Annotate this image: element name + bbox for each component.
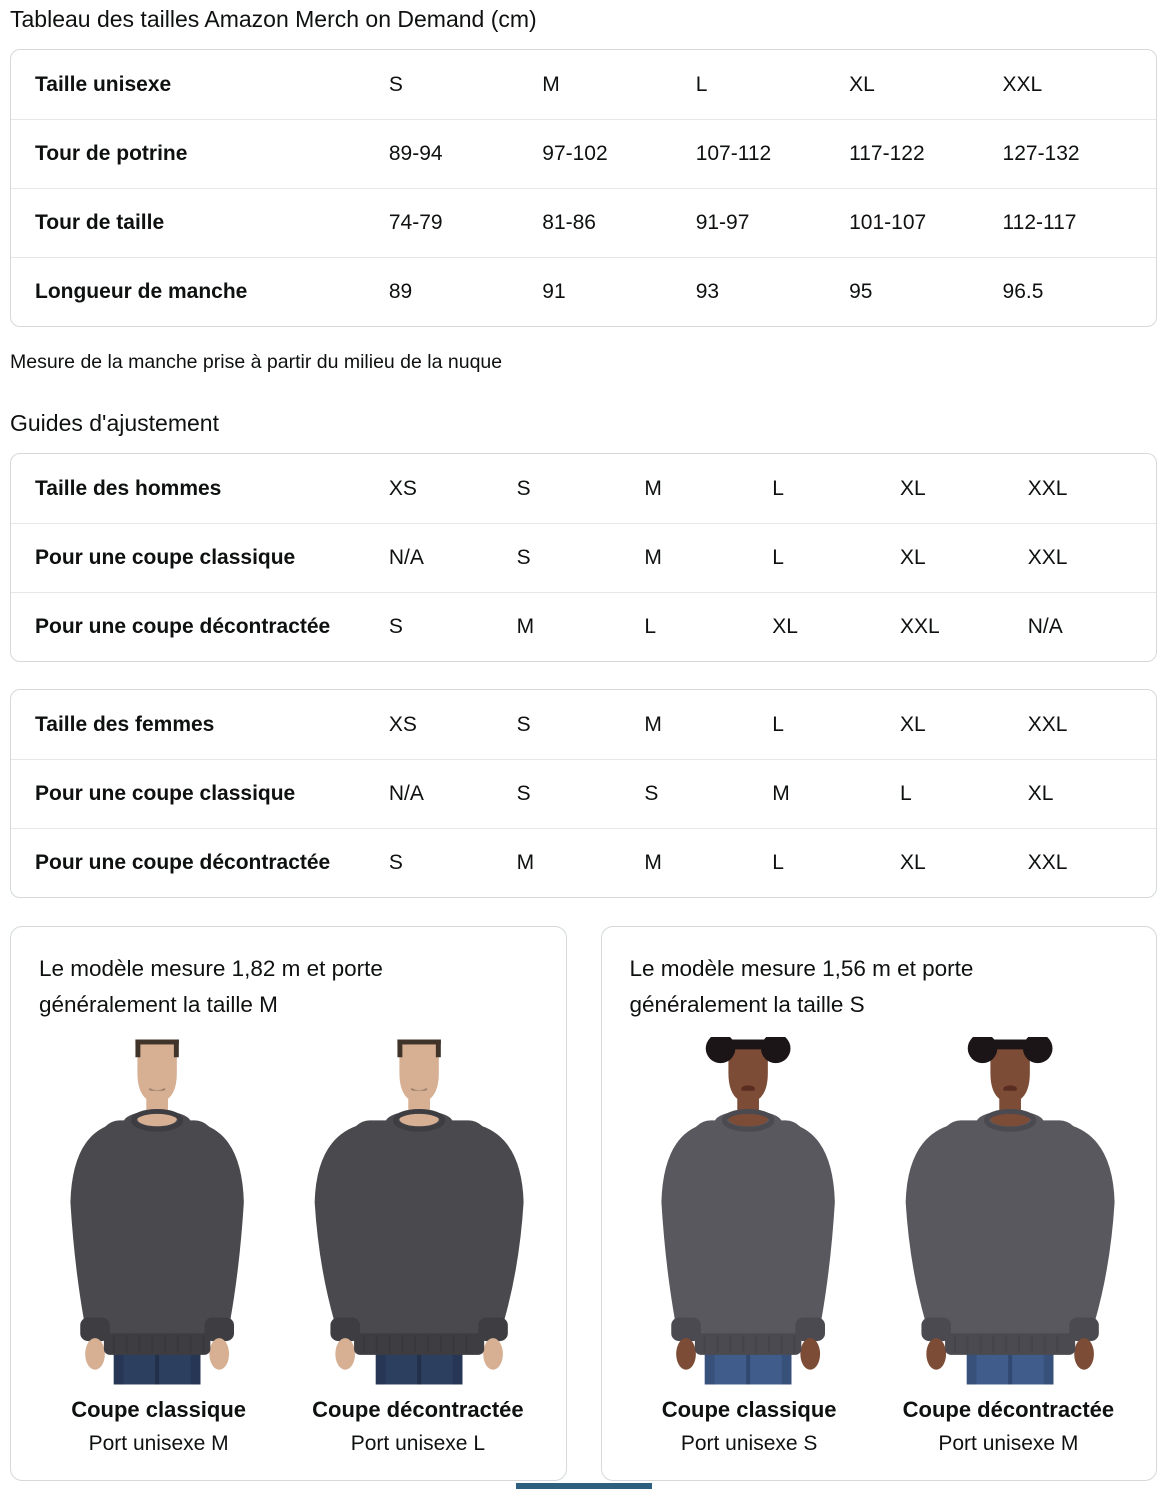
size-value: 89-94 — [388, 142, 443, 166]
size-value: S — [516, 782, 531, 806]
model-photo-female-relaxed — [882, 1037, 1138, 1387]
size-value: 101-107 — [849, 211, 927, 235]
row-label: Pour une coupe classique — [35, 782, 296, 806]
size-value: XL — [849, 72, 875, 96]
size-value: 81-86 — [542, 211, 596, 235]
caption-block — [620, 1397, 879, 1456]
size-value: S — [516, 546, 531, 570]
caption-block — [29, 1397, 288, 1456]
model-photo-male-classic — [29, 1037, 285, 1387]
fit-caption: Coupe décontractée — [312, 1397, 524, 1422]
model-photos — [29, 1037, 548, 1387]
size-value: XXL — [1027, 712, 1068, 736]
row-label: Taille des hommes — [35, 476, 222, 500]
size-value: S — [388, 615, 403, 639]
size-value: L — [695, 72, 708, 96]
fit-size-caption: Port unisexe S — [680, 1432, 818, 1455]
scroll-indicator[interactable] — [516, 1483, 652, 1489]
table-row-chest — [11, 119, 1156, 188]
size-value: XL — [1027, 782, 1054, 806]
size-value: S — [516, 476, 531, 500]
table-row-waist — [11, 188, 1156, 257]
row-label: Tour de taille — [35, 211, 165, 235]
table-row-womens-sizes — [11, 690, 1156, 759]
table-row-sizes — [11, 50, 1156, 119]
size-value: L — [772, 851, 784, 875]
size-value: S — [388, 72, 403, 96]
size-value: S — [388, 851, 403, 875]
fit-caption: Coupe décontractée — [902, 1397, 1115, 1422]
row-label: Taille des femmes — [35, 712, 215, 736]
sleeve-note: Mesure de la manche prise à partir du milieu de la nuque — [10, 351, 503, 373]
size-value: XXL — [1027, 546, 1068, 570]
fit-caption: Coupe classique — [71, 1397, 247, 1422]
size-value: L — [772, 712, 784, 736]
row-label: Longueur de manche — [35, 280, 248, 304]
size-value: XXL — [899, 615, 940, 639]
size-value: 91-97 — [695, 211, 750, 235]
size-value: M — [516, 851, 535, 875]
model-card-heading: Le modèle mesure 1,82 m et porte généralement la taille M — [39, 956, 383, 1017]
table-row-mens-classic — [11, 523, 1156, 592]
caption-block — [879, 1397, 1138, 1456]
size-value: M — [644, 851, 662, 875]
size-value: N/A — [1027, 615, 1063, 639]
size-value: L — [772, 546, 784, 570]
mens-fit-table — [10, 453, 1157, 662]
size-value: M — [644, 546, 662, 570]
size-value: 112-117 — [1002, 211, 1077, 235]
size-value: 127-132 — [1002, 142, 1080, 166]
model-card-men — [10, 926, 567, 1481]
model-photo-female-classic — [620, 1037, 876, 1387]
womens-fit-table — [10, 689, 1157, 898]
fit-size-caption: Port unisexe M — [88, 1432, 229, 1455]
size-value: N/A — [388, 546, 424, 570]
caption-block — [288, 1397, 547, 1456]
size-value: 107-112 — [695, 142, 772, 166]
size-value: 95 — [849, 280, 873, 304]
size-value: XL — [899, 851, 926, 875]
model-photos — [620, 1037, 1139, 1387]
row-label: Pour une coupe décontractée — [35, 851, 331, 875]
size-value: XS — [388, 476, 417, 500]
size-value: 117-122 — [849, 142, 925, 166]
size-value: 74-79 — [388, 211, 443, 235]
row-label: Pour une coupe décontractée — [35, 615, 331, 639]
size-value: M — [644, 712, 662, 736]
unisex-size-table — [10, 49, 1157, 327]
table-row-womens-classic — [11, 759, 1156, 828]
size-value: L — [644, 615, 657, 639]
size-value: M — [644, 476, 662, 500]
size-value: XL — [772, 615, 798, 639]
size-value: XL — [899, 546, 926, 570]
model-card-heading: Le modèle mesure 1,56 m et porte généralement la taille S — [629, 956, 974, 1017]
model-photo-male-relaxed — [291, 1037, 547, 1387]
fit-caption: Coupe classique — [661, 1397, 837, 1422]
fit-size-caption: Port unisexe M — [938, 1432, 1079, 1455]
size-chart-page — [0, 6, 1167, 1489]
size-value: 91 — [542, 280, 566, 304]
size-value: XL — [899, 476, 926, 500]
size-value: L — [899, 782, 912, 806]
size-value: M — [516, 615, 535, 639]
row-label: Pour une coupe classique — [35, 546, 296, 570]
fit-size-caption: Port unisexe L — [350, 1432, 485, 1455]
size-value: N/A — [388, 782, 424, 806]
fit-captions — [29, 1397, 548, 1456]
table-row-mens-relaxed — [11, 592, 1156, 661]
size-value: 93 — [695, 280, 720, 304]
size-value: L — [772, 476, 784, 500]
fit-captions — [620, 1397, 1139, 1456]
size-value: S — [516, 712, 531, 736]
size-value: M — [542, 72, 560, 96]
size-value: XL — [899, 712, 926, 736]
size-value: XXL — [1002, 72, 1043, 96]
table-row-mens-sizes — [11, 454, 1156, 523]
model-cards — [10, 926, 1157, 1481]
row-label: Tour de potrine — [35, 142, 188, 166]
size-value: S — [644, 782, 659, 806]
size-value: M — [772, 782, 790, 806]
table-row-sleeve — [11, 257, 1156, 326]
size-value: XS — [388, 712, 417, 736]
model-card-women — [601, 926, 1158, 1481]
guides-heading: Guides d'ajustement — [10, 410, 219, 436]
page-title: Tableau des tailles Amazon Merch on Demand (cm) — [10, 6, 537, 32]
table-row-womens-relaxed — [11, 828, 1156, 897]
size-value: XXL — [1027, 476, 1068, 500]
size-value: 97-102 — [542, 142, 608, 166]
size-value: XXL — [1027, 851, 1068, 875]
size-value: 89 — [388, 280, 413, 304]
size-value: 96.5 — [1002, 280, 1044, 304]
row-label: Taille unisexe — [35, 72, 172, 96]
